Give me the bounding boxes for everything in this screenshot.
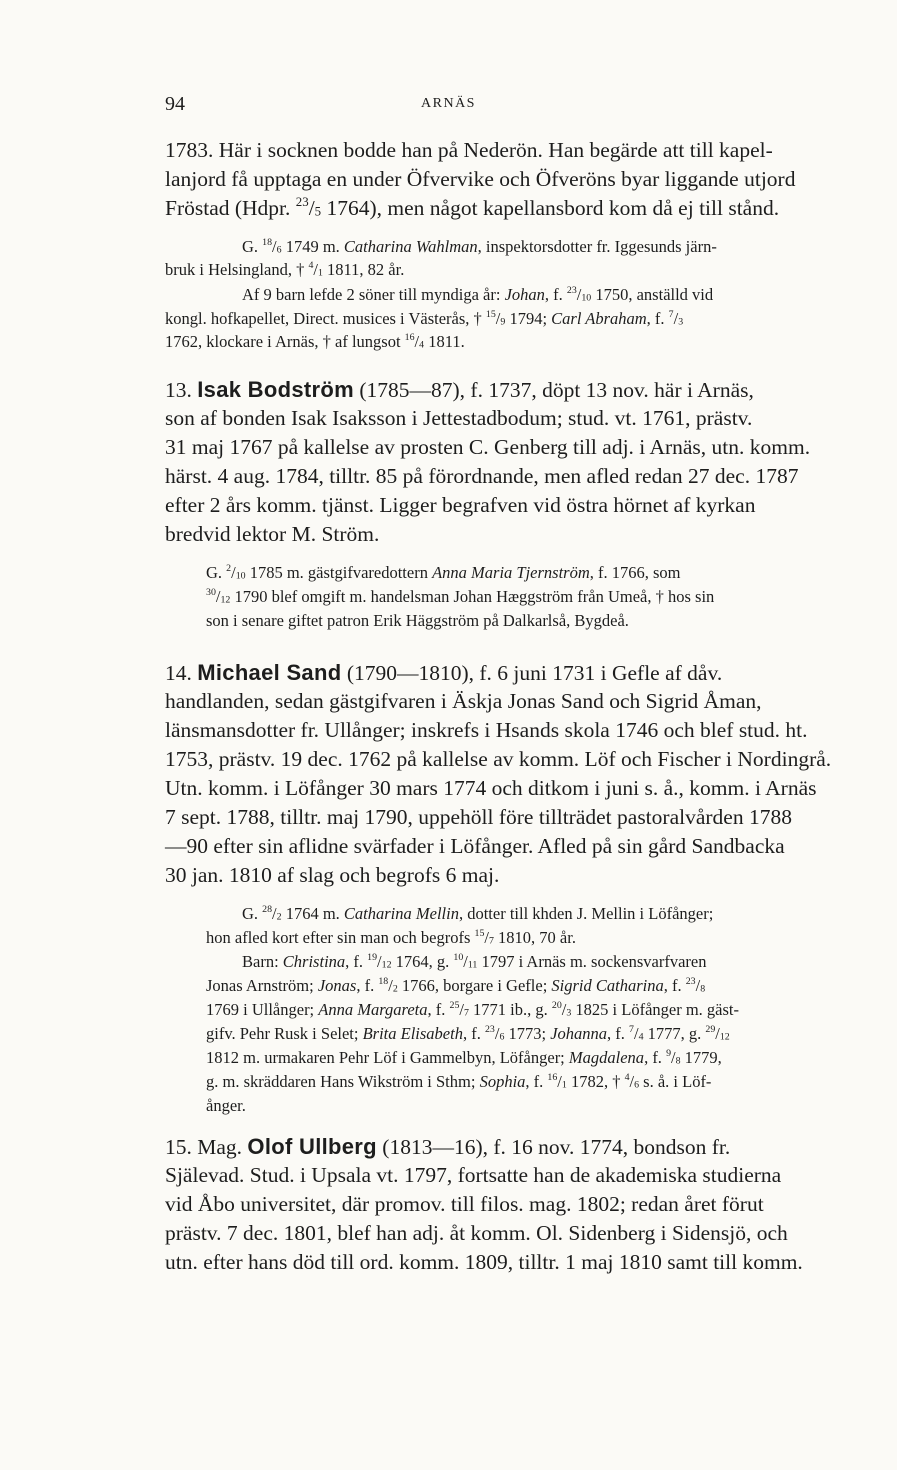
text-line: (1813—16), f. 16 nov. 1774, bondson fr. xyxy=(382,1135,731,1159)
text-line: Fröstad (Hdpr. $^{23}/_5$ 1764), men något kapellansbord kom då ej till stånd. xyxy=(165,194,780,220)
text-line: efter 2 års komm. tjänst. Ligger begrafven vid östra hörnet af kyrkan xyxy=(165,493,756,517)
text-line: bruk i Helsingland, † $^4/_1$ 1811, 82 år. xyxy=(165,260,405,279)
text-line: hon afled kort efter sin man och begrofs $^{15}/_7$ 1810, 70 år. xyxy=(206,928,576,947)
text-line: prästv. 7 dec. 1801, blef han adj. åt komm. Ol. Sidenberg i Sidensjö, och xyxy=(165,1221,788,1245)
text-line: 1762, klockare i Arnäs, † af lungsot $^{16}/_4$ 1811. xyxy=(165,332,465,351)
text-line: Barn: Christina, f. $^{19}/_{12}$ 1764, g. $^{10}/_{11}$ 1797 i Arnäs m. sockensvarfvaren xyxy=(242,952,707,971)
text-line: länsmansdotter fr. Ullånger; inskrefs i Hsands skola 1746 och blef stud. ht. xyxy=(165,718,808,742)
text-line: son i senare giftet patron Erik Häggström på Dalkarlså, Bygdeå. xyxy=(206,611,629,630)
text-line: (1785—87), f. 1737, döpt 13 nov. här i Arnäs, xyxy=(359,378,754,402)
text-line: G. $^{18}/_6$ 1749 m. Catharina Wahlman, inspektorsdotter fr. Iggesunds järn- xyxy=(242,237,717,256)
text-line: 7 sept. 1788, tilltr. maj 1790, uppehöll före tillträdet pastoralvården 1788 xyxy=(165,805,792,829)
text-line: 1812 m. urmakaren Pehr Löf i Gammelbyn, Löfånger; Magdalena, f. $^9/_8$ 1779, xyxy=(206,1048,722,1067)
running-head: ARNÄS xyxy=(421,96,476,111)
text-line: kongl. hofkapellet, Direct. musices i Västerås, † $^{15}/_9$ 1794; Carl Abraham, f. $^7/_3$ xyxy=(165,309,684,328)
page-number: 94 xyxy=(165,93,185,115)
text-line: —90 efter sin aflidne svärfader i Löfånger. Afled på sin gård Sandbacka xyxy=(165,834,785,858)
text-line: 31 maj 1767 på kallelse av prosten C. Genberg till adj. i Arnäs, utn. komm. xyxy=(165,435,811,459)
entry-heading xyxy=(165,660,722,686)
text-line: G. $^2/_{10}$ 1785 m. gästgifvaredottern Anna Maria Tjernström, f. 1766, som xyxy=(206,563,681,582)
entry-heading xyxy=(165,1134,730,1160)
text-line: handlanden, sedan gästgifvaren i Äskja Jonas Sand och Sigrid Åman, xyxy=(165,689,762,713)
entry-number: 13. xyxy=(165,378,192,402)
text-line: gifv. Pehr Rusk i Selet; Brita Elisabeth, f. $^{23}/_6$ 1773; Johanna, f. $^7/_4$ 1777, g. $^{29}/_{12}$ xyxy=(206,1024,730,1043)
text-line: Af 9 barn lefde 2 söner till myndiga år: Johan, f. $^{23}/_{10}$ 1750, anställd vid xyxy=(242,285,714,304)
text-line: lanjord få upptaga en under Öfvervike och Öfveröns byar liggande utjord xyxy=(165,167,796,191)
person-name: Isak Bodström xyxy=(197,377,354,402)
text-line: ånger. xyxy=(206,1096,246,1115)
person-name: Olof Ullberg xyxy=(247,1134,377,1159)
entry-number: 14. xyxy=(165,661,192,685)
entry-heading xyxy=(165,377,754,403)
text-line: g. m. skräddaren Hans Wikström i Sthm; Sophia, f. $^{16}/_1$ 1782, † $^4/_6$ s. å. i Löf- xyxy=(206,1072,712,1091)
text-line: Jonas Arnström; Jonas, f. $^{18}/_2$ 1766, borgare i Gefle; Sigrid Catharina, f. $^{23}/_8$ xyxy=(206,976,706,995)
text-line: 1783. Här i socknen bodde han på Nederön. Han begärde att till kapel- xyxy=(165,138,773,162)
text-line: Utn. komm. i Löfånger 30 mars 1774 och ditkom i juni s. å., komm. i Arnäs xyxy=(165,776,817,800)
text-line: G. $^{28}/_2$ 1764 m. Catharina Mellin, dotter till khden J. Mellin i Löfånger; xyxy=(242,904,714,923)
text-line: son af bonden Isak Isaksson i Jettestadbodum; stud. vt. 1761, prästv. xyxy=(165,406,753,430)
text-line: $^{30}/_{12}$ 1790 blef omgift m. handelsman Johan Hæggström från Umeå, † hos sin xyxy=(206,587,715,606)
text-line: härst. 4 aug. 1784, tilltr. 85 på förordnande, men afled redan 27 dec. 1787 xyxy=(165,464,799,488)
person-name: Michael Sand xyxy=(197,660,342,685)
text-line: 1753, prästv. 19 dec. 1762 på kallelse av komm. Löf och Fischer i Nordingrå. xyxy=(165,747,832,771)
text-line: Själevad. Stud. i Upsala vt. 1797, fortsatte han de akademiska studierna xyxy=(165,1163,782,1187)
text-line: bredvid lektor M. Ström. xyxy=(165,522,380,546)
text-line: 1769 i Ullånger; Anna Margareta, f. $^{25}/_7$ 1771 ib., g. $^{20}/_3$ 1825 i Löfånger m. gäst- xyxy=(206,1000,740,1019)
academic-title: Mag. xyxy=(197,1135,243,1159)
text-line: vid Åbo universitet, där promov. till filos. mag. 1802; redan året förut xyxy=(165,1192,764,1216)
text-line: 30 jan. 1810 af slag och begrofs 6 maj. xyxy=(165,863,500,887)
text-line: (1790—1810), f. 6 juni 1731 i Gefle af dåv. xyxy=(346,661,723,685)
entry-number: 15. xyxy=(165,1135,192,1159)
text-line: utn. efter hans död till ord. komm. 1809, tilltr. 1 maj 1810 samt till komm. xyxy=(165,1250,803,1274)
